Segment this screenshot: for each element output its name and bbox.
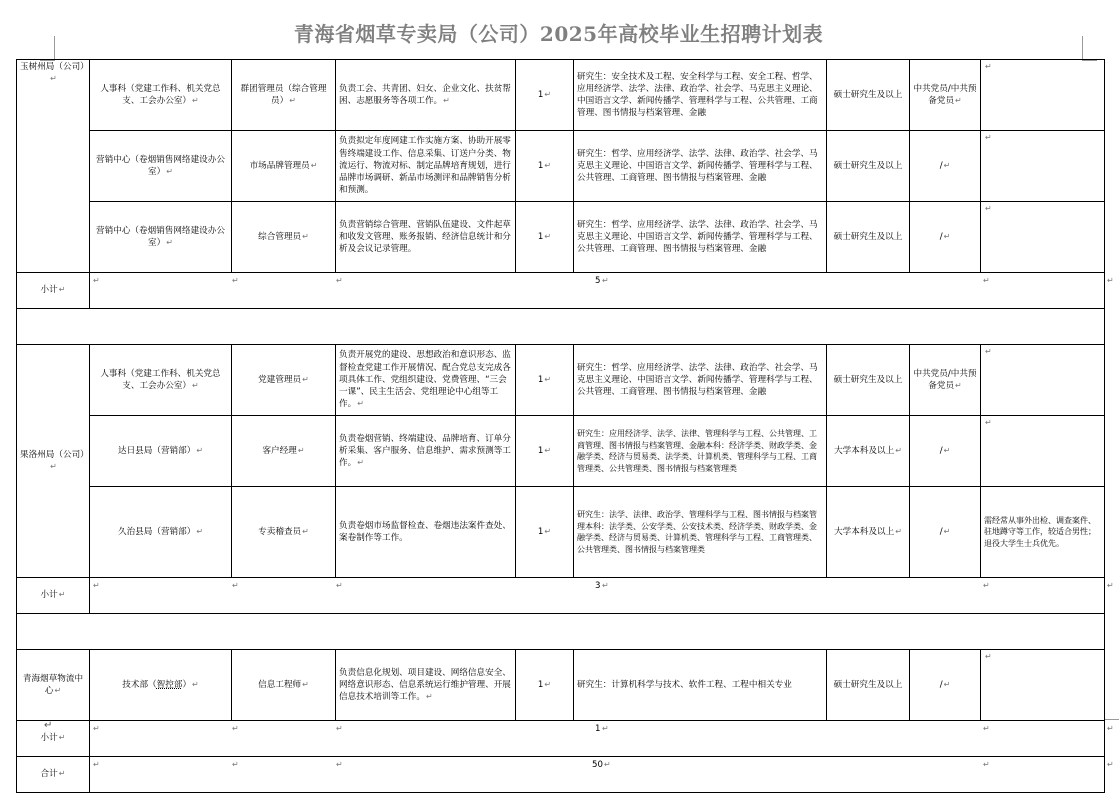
position-cell: 专卖稽查员↵ <box>232 487 336 578</box>
table-row <box>17 650 1105 721</box>
count-cell: 1↵ <box>516 487 574 578</box>
position-cell: 群团管理员（综合管理员）↵ <box>232 60 336 131</box>
major-cell: 研究生：应用经济学、法学、法律、管理科学与工程、公共管理、工商管理、图书情报与档案管理、金融本科：经济学类、财政学类、金融学类、经济与贸易类、法学类、计算机类、管理科学与工程、工商管理类、公共管理类、图书情报与档案管理类 <box>574 416 827 487</box>
position-cell: 综合管理员↵ <box>232 202 336 273</box>
other-cell: ↵ <box>981 202 1105 273</box>
other-cell: ↵ <box>981 60 1105 131</box>
duties-cell: 负责开展党的建设、思想政治和意识形态、监督检查党建工作开展情况、配合党总支完成各项具体工作、党组织建设、党费管理、“三会一课”、民主生活会、党组理论中心组等工作。↵ <box>336 345 516 416</box>
politics-cell: /↵ <box>910 416 981 487</box>
major-cell: 研究生：哲学、应用经济学、法学、法律、政治学、社会学、马克思主义理论、中国语言文学、新闻传播学、管理科学与工程、公共管理、工商管理、图书情报与档案管理、金融 <box>574 202 827 273</box>
spacer-row <box>17 309 1105 345</box>
subtotal-row <box>17 578 1105 614</box>
subtotal-value: ↵ ↵ ↵ 5 ↵ ↵ ↵ <box>90 273 1105 309</box>
margin-corner-mark-top-left <box>40 36 55 61</box>
politics-cell: /↵ <box>910 650 981 721</box>
subtotal-row <box>17 721 1105 757</box>
dept-cell: 人事科（党建工作科、机关党总支、工会办公室）↵ <box>90 60 232 131</box>
dept-cell: 营销中心（卷烟销售网络建设办公室）↵ <box>90 131 232 202</box>
position-cell: 客户经理↵ <box>232 416 336 487</box>
total-label: 合计↵ <box>17 757 90 793</box>
other-cell: 需经常从事外出检、调查案件、驻地蹲守等工作，较适合男性；退役大学生士兵优先。 <box>981 487 1105 578</box>
subtotal-label: 小计↵ <box>17 273 90 309</box>
other-cell: ↵ <box>981 345 1105 416</box>
other-cell: ↵ <box>981 131 1105 202</box>
dept-cell: 达日县局（营销部）↵ <box>90 416 232 487</box>
major-cell: 研究生：法学、法律、政治学、管理科学与工程、图书情报与档案管理本科：法学类、公安学类、公安技术类、经济学类、财政学类、金融学类、经济与贸易类、计算机类、管理科学与工程、工商管理类、公共管理类、图书情报与档案管理类 <box>574 487 827 578</box>
dept-cell: 技术部（智控部）↵ <box>90 650 232 721</box>
unit-cell: 果洛州局（公司）↵ <box>17 345 90 578</box>
total-value: ↵ ↵ ↵ 50 ↵ ↵ ↵ <box>90 757 1105 793</box>
subtotal-value: ↵ ↵ ↵ 3 ↵ ↵ ↵ <box>90 578 1105 614</box>
education-cell: 大学本科及以上↵ <box>827 416 910 487</box>
count-cell: 1↵ <box>516 60 574 131</box>
duties-cell: 负责卷烟市场监督检查、卷烟违法案件查处、案卷制作等工作。 <box>336 487 516 578</box>
count-cell: 1↵ <box>516 202 574 273</box>
table-row <box>17 60 1105 131</box>
unit-cell: 玉树州局（公司）↵ <box>17 60 90 273</box>
paragraph-mark-icon: ↵ <box>44 720 53 731</box>
dept-cell: 久治县局（营销部）↵ <box>90 487 232 578</box>
spacer-row <box>17 614 1105 650</box>
other-cell: ↵ <box>981 650 1105 721</box>
count-cell: 1↵ <box>516 345 574 416</box>
position-cell: 党建管理员↵ <box>232 345 336 416</box>
education-cell: 硕士研究生及以上 <box>827 131 910 202</box>
duties-cell: 负责工会、共青团、妇女、企业文化、扶贫帮困、志愿服务等各项工作。↵ <box>336 60 516 131</box>
position-cell: 市场品牌管理员↵ <box>232 131 336 202</box>
subtotal-label: 小计↵ <box>17 578 90 614</box>
subtotal-value: ↵ ↵ ↵ 1 ↵ ↵ ↵ <box>90 721 1105 757</box>
table-row <box>17 345 1105 416</box>
major-cell: 研究生：哲学、应用经济学、法学、法律、政治学、社会学、马克思主义理论、中国语言文学、新闻传播学、管理科学与工程、公共管理、工商管理、图书情报与档案管理、金融 <box>574 131 827 202</box>
major-cell: 研究生：哲学、应用经济学、法学、法律、政治学、社会学、马克思主义理论、中国语言文学、新闻传播学、管理科学与工程、公共管理、工商管理、图书情报与档案管理、金融 <box>574 345 827 416</box>
politics-cell: /↵ <box>910 202 981 273</box>
politics-cell: /↵ <box>910 131 981 202</box>
subtotal-label: 小计↵ <box>17 721 90 757</box>
duties-cell: 负责拟定年度网建工作实施方案、协助开展零售终端建设工作、信息采集、订送户分类、物流运行、物流对标、制定品牌培育规划，进行品牌市场调研、新品市场测评和品牌销售分析和预测。 <box>336 131 516 202</box>
duties-cell: 负责卷烟营销、终端建设、品牌培育、订单分析采集、客户服务、信息维护、需求预测等工作。↵ <box>336 416 516 487</box>
duties-cell: 负责营销综合管理、营销队伍建设、文件起草和收发文管理、账务报销、经济信息统计和分析及会议记录管理。 <box>336 202 516 273</box>
table-row <box>17 487 1105 578</box>
politics-cell: 中共党员/中共预备党员↵ <box>910 345 981 416</box>
position-cell: 信息工程师↵ <box>232 650 336 721</box>
dept-cell: 人事科（党建工作科、机关党总支、工会办公室）↵ <box>90 345 232 416</box>
education-cell: 硕士研究生及以上 <box>827 345 910 416</box>
table-row <box>17 131 1105 202</box>
education-cell: 大学本科及以上↵ <box>827 487 910 578</box>
total-row <box>17 757 1105 793</box>
education-cell: 硕士研究生及以上 <box>827 60 910 131</box>
table-row <box>17 202 1105 273</box>
other-cell: ↵ <box>981 416 1105 487</box>
major-cell: 研究生：计算机科学与技术、软件工程、工程中相关专业 <box>574 650 827 721</box>
subtotal-row <box>17 273 1105 309</box>
education-cell: 硕士研究生及以上 <box>827 202 910 273</box>
table-row <box>17 416 1105 487</box>
politics-cell: /↵ <box>910 487 981 578</box>
recruitment-plan-table <box>16 59 1114 793</box>
count-cell: 1↵ <box>516 650 574 721</box>
dept-underlined-term: 智控部 <box>156 679 183 690</box>
count-cell: 1↵ <box>516 131 574 202</box>
duties-cell: 负责信息化规划、项目建设、网络信息安全、网络意识形态、信息系统运行维护管理、开展信息技术培训等工作。↵ <box>336 650 516 721</box>
major-cell: 研究生：安全技术及工程、安全科学与工程、安全工程、哲学、应用经济学、法学、法律、政治学、社会学、马克思主义理论、中国语言文学、新闻传播学、管理科学与工程、公共管理、工商管理、图书情报与档案管理、金融 <box>574 60 827 131</box>
dept-cell: 营销中心（卷烟销售网络建设办公室）↵ <box>90 202 232 273</box>
politics-cell: 中共党员/中共预备党员↵ <box>910 60 981 131</box>
education-cell: 硕士研究生及以上 <box>827 650 910 721</box>
unit-cell: 青海烟草物流中心↵ <box>17 650 90 721</box>
margin-corner-mark-top-right <box>1082 36 1097 61</box>
page-title: 青海省烟草专卖局（公司）2025年高校毕业生招聘计划表 <box>293 22 824 46</box>
count-cell: 1↵ <box>516 416 574 487</box>
